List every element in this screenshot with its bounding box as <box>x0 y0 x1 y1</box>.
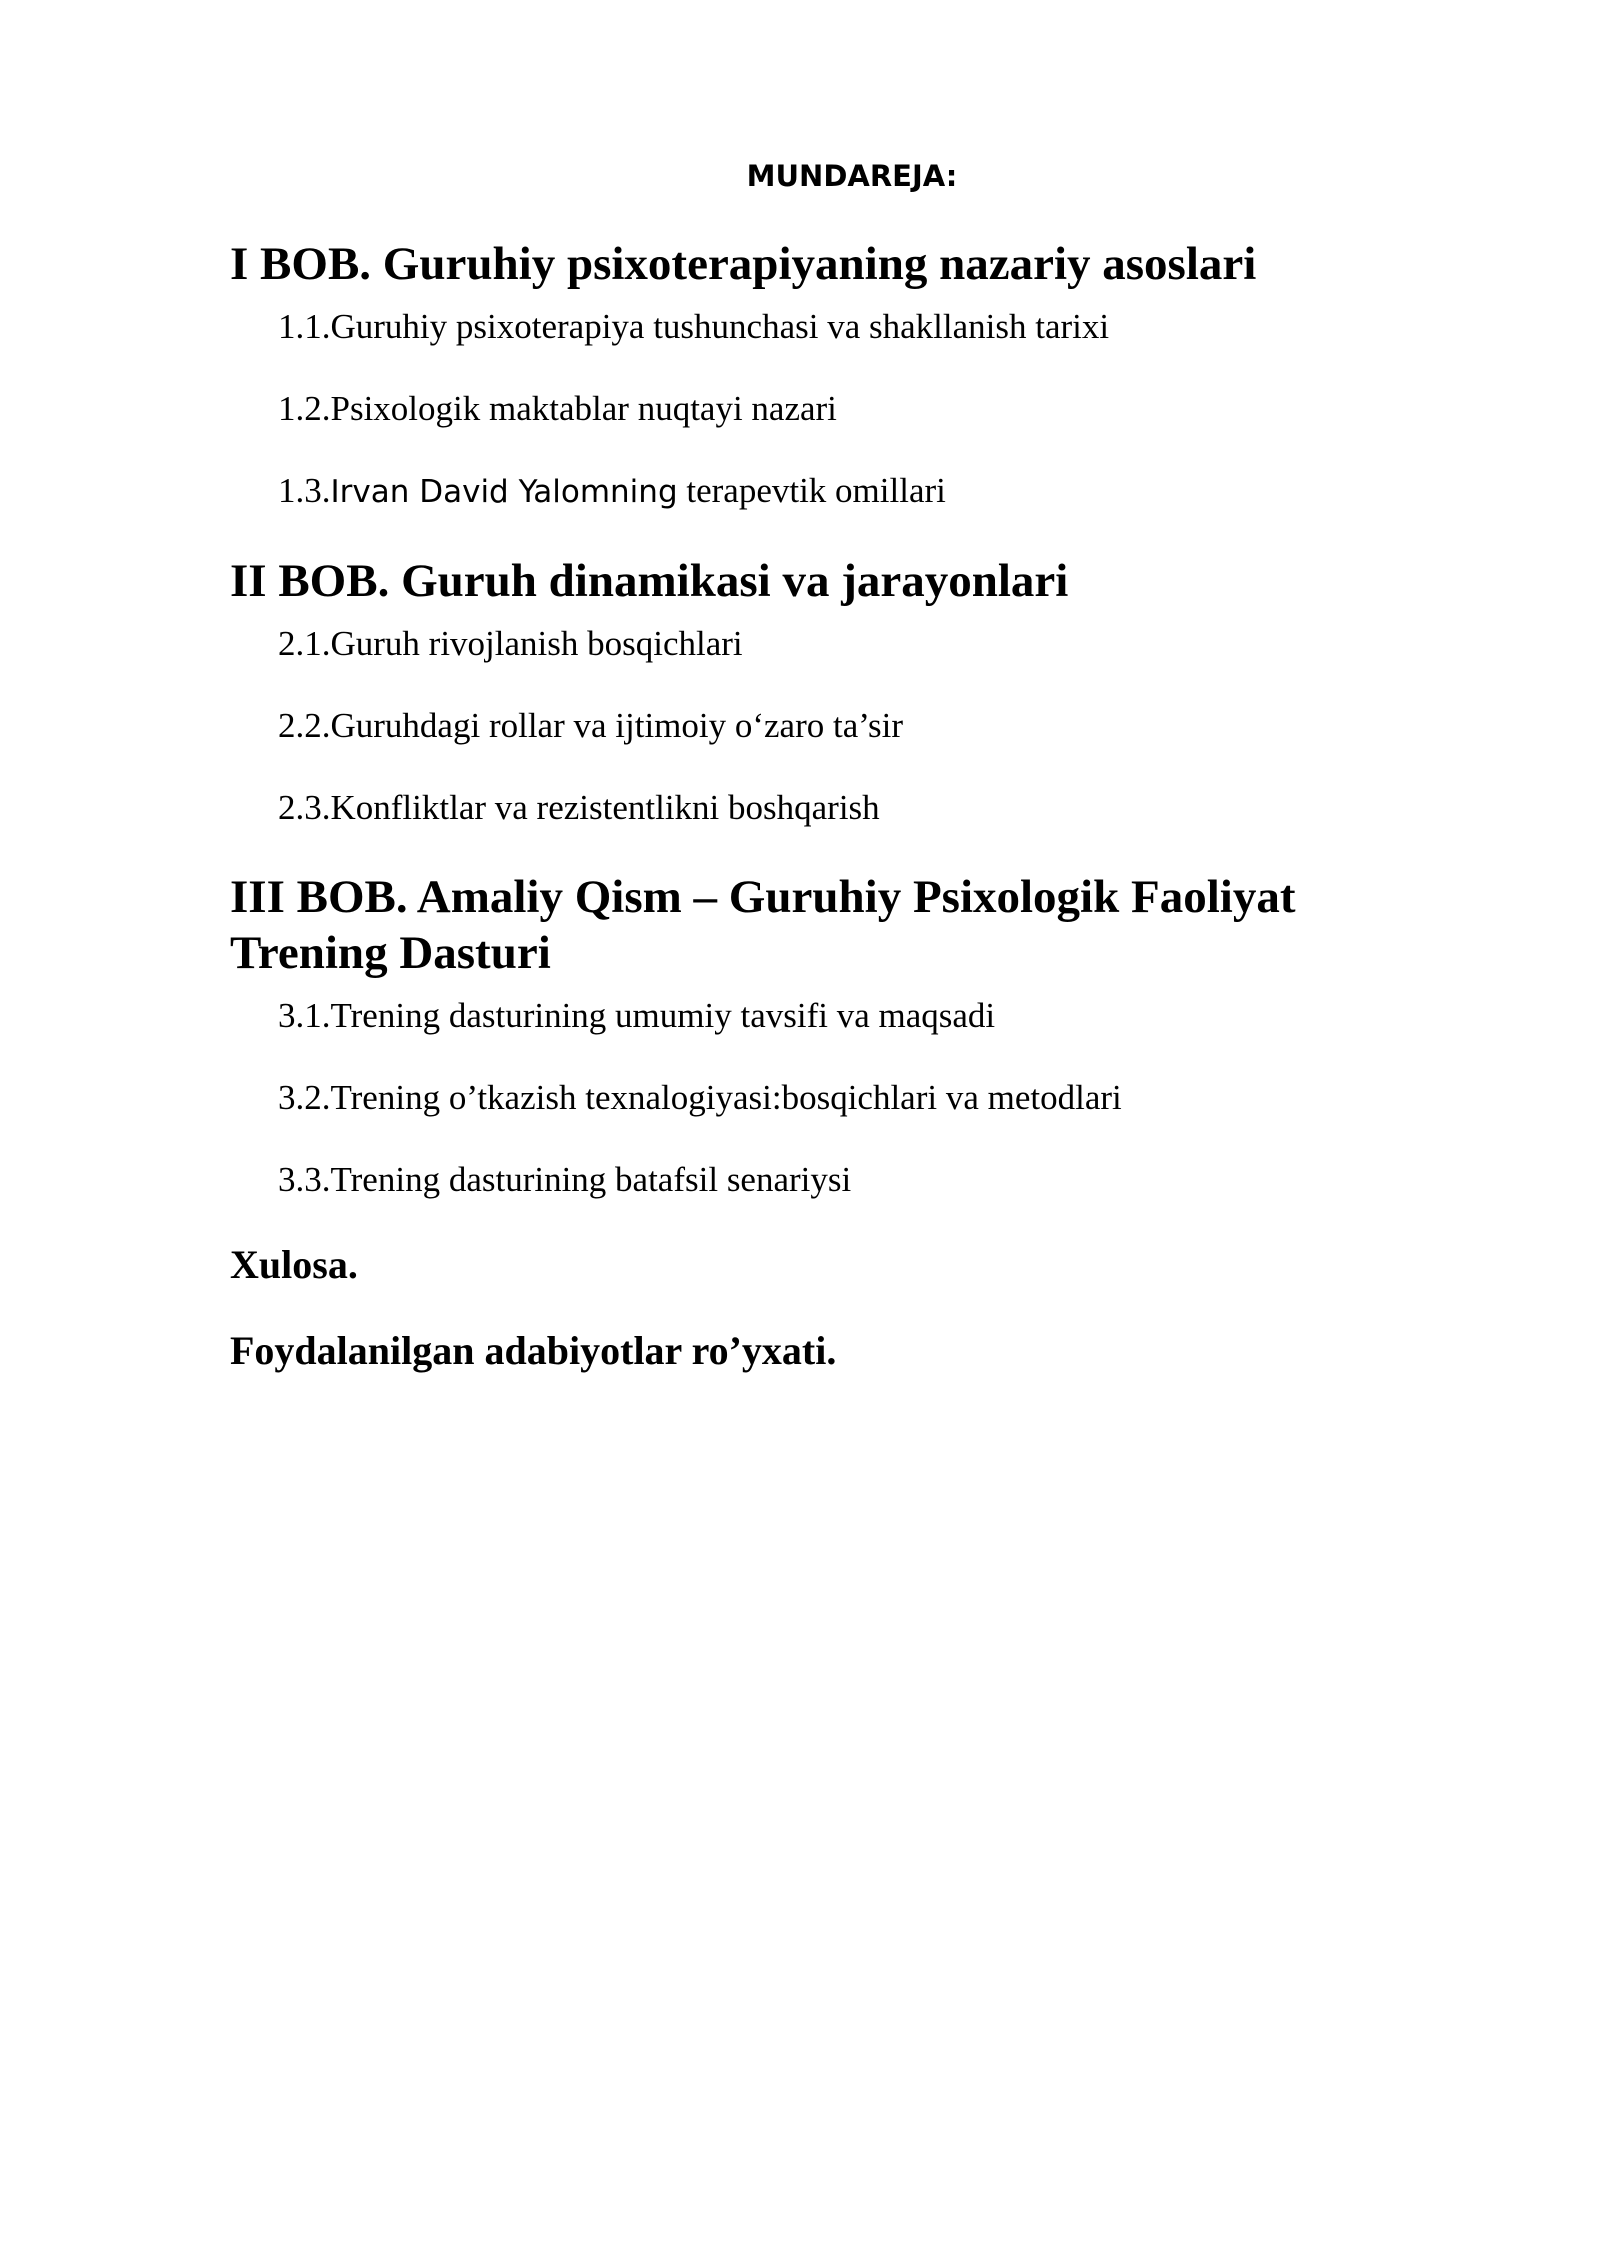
toc-entry-3-3 <box>230 1159 1380 1201</box>
toc-entry-1-3 <box>230 470 1380 513</box>
section-text: Psixologik maktablar nuqtayi nazari <box>330 389 837 428</box>
section-number: 3.3. <box>278 1160 331 1199</box>
toc-entry-3-2 <box>230 1077 1380 1119</box>
toc-entry-2-1 <box>230 623 1380 665</box>
section-number: 3.2. <box>278 1078 331 1117</box>
section-number: 2.2. <box>278 706 331 745</box>
section-text: Guruhdagi rollar va ijtimoiy o‘zaro ta’sir <box>330 706 903 745</box>
section-number: 1.3. <box>278 471 331 510</box>
chapter-2 <box>230 553 1380 829</box>
section-text: Guruhiy psixoterapiya tushunchasi va shakllanish tarixi <box>330 307 1110 346</box>
toc-entry-1-2 <box>230 388 1380 430</box>
section-number: 3.1. <box>278 996 331 1035</box>
chapter-2-sections <box>230 623 1380 829</box>
section-text: Konfliktlar va rezistentlikni boshqarish <box>330 788 880 827</box>
table-of-contents <box>230 236 1380 1413</box>
section-text: Trening o’tkazish texnalogiyasi:bosqichlari va metodlari <box>330 1078 1122 1117</box>
section-number: 2.1. <box>278 624 331 663</box>
toc-entry-3-1 <box>230 995 1380 1037</box>
chapter-3-sections <box>230 995 1380 1201</box>
section-number: 1.2. <box>278 389 331 428</box>
chapter-3-title-line-2: Trening Dasturi <box>230 927 551 979</box>
section-text: Trening dasturining batafsil senariysi <box>330 1160 852 1199</box>
chapter-1 <box>230 236 1380 513</box>
references-entry: Foydalanilgan adabiyotlar ro’yxati. <box>230 1328 837 1373</box>
toc-entry-2-3 <box>230 787 1380 829</box>
section-text: Trening dasturining umumiy tavsifi va maqsadi <box>330 996 996 1035</box>
conclusion-entry: Xulosa. <box>230 1242 358 1287</box>
section-number: 2.3. <box>278 788 331 827</box>
chapter-1-sections <box>230 306 1380 513</box>
section-number: 1.1. <box>278 307 331 346</box>
section-text: terapevtik omillari <box>677 471 946 510</box>
toc-entry-2-2 <box>230 705 1380 747</box>
section-text: Guruh rivojlanish bosqichlari <box>330 624 743 663</box>
chapter-3 <box>230 869 1380 1201</box>
chapter-3-title <box>230 869 1380 981</box>
chapter-1-title: I BOB. Guruhiy psixoterapiyaning nazariy asoslari <box>230 238 1257 290</box>
toc-entry-1-1 <box>230 306 1380 348</box>
toc-title: MUNDAREJA: <box>746 159 958 193</box>
chapter-3-title-line-1: III BOB. Amaliy Qism – Guruhiy Psixologik Faoliyat <box>230 871 1296 923</box>
section-text-author: Irvan David Yalomning <box>330 474 678 510</box>
chapter-2-title: II BOB. Guruh dinamikasi va jarayonlari <box>230 555 1069 607</box>
